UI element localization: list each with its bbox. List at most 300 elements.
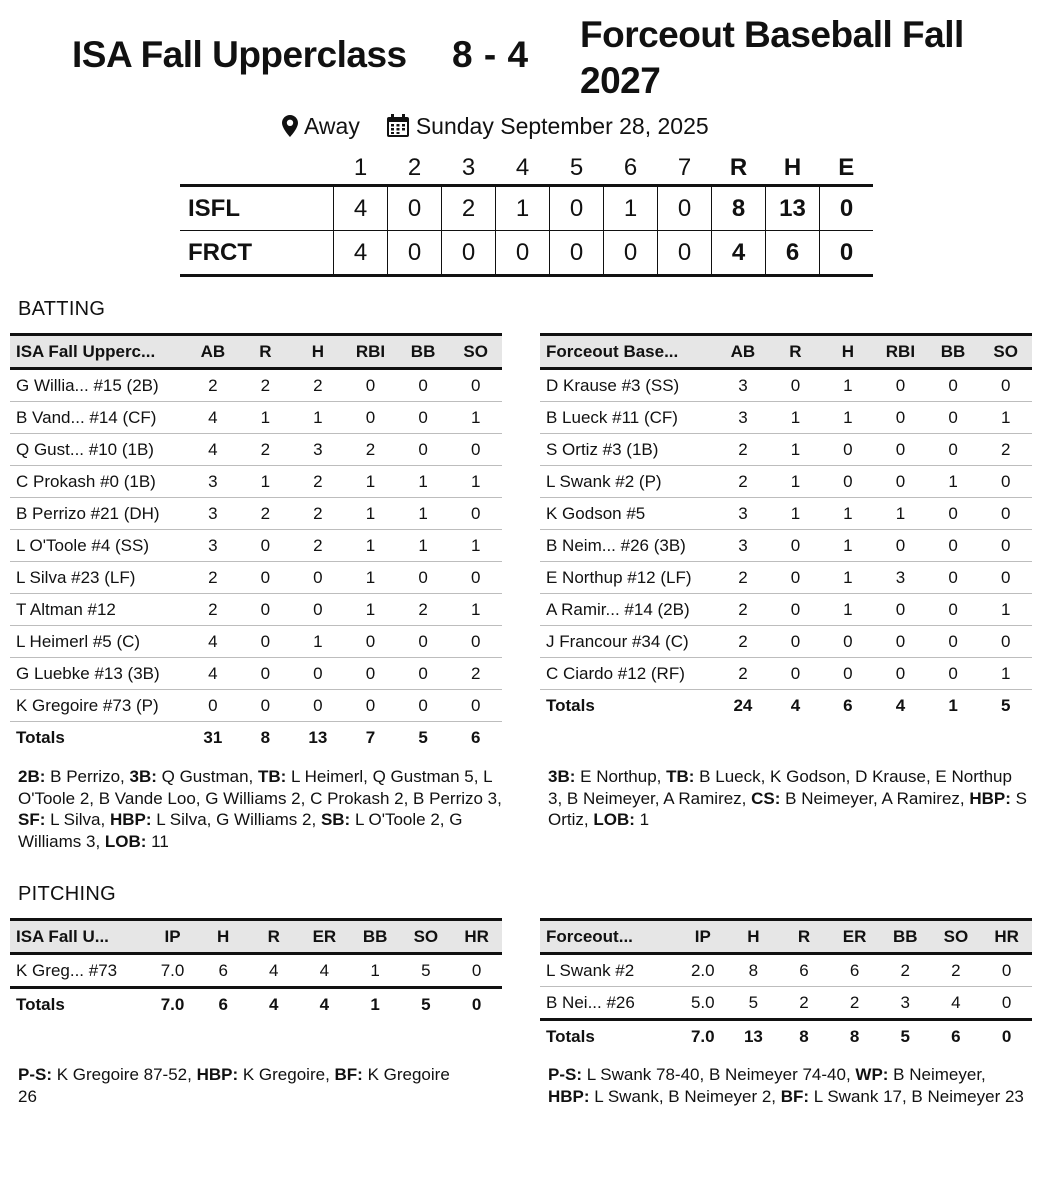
stat-cell: 0 [397,434,450,466]
totals-cell: 5 [418,727,428,747]
player-name: L Silva #23 (LF) [10,562,187,594]
column-header: R [779,920,830,954]
inning-header: 2 [388,152,442,186]
inning-score: 2 [442,186,496,231]
stat-cell: 2 [717,434,770,466]
stat-cell: 0 [874,402,927,434]
column-header: Forceout... [540,920,677,954]
totals-cell: 5 [880,1020,931,1053]
away-pitching-notes [548,1064,1028,1107]
stat-cell: 0 [292,594,345,626]
player-name: S Ortiz #3 (1B) [540,434,717,466]
player-name: T Altman #12 [10,594,187,626]
home-batting-notes [18,766,508,852]
note-value: B Lueck, K Godson, D Krause, E Northup 3, B Neimeyer, A Ramirez, [548,767,1012,808]
inning-score: 4 [334,231,388,276]
totals-cell: 24 [733,695,753,715]
column-header: RBI [344,335,397,369]
away-batting-table [540,333,1032,721]
stat-cell: 1 [822,369,874,402]
stat-cell: 1 [239,466,291,498]
note-key: HBP: [109,810,152,829]
inning-header: 6 [604,152,658,186]
stat-cell: 5 [400,954,451,988]
stat-cell: 1 [769,466,821,498]
inning-score: 0 [658,186,712,231]
player-name: D Krause #3 (SS) [540,369,717,402]
player-name: K Godson #5 [540,498,717,530]
stat-cell: 0 [397,402,450,434]
note-value: K Gregoire 26 [18,1065,450,1106]
stat-cell: 3 [292,434,345,466]
inning-score: 0 [550,231,604,276]
away-pitching-table [540,918,1032,1052]
location-text: Away [304,112,360,139]
stat-cell: 0 [344,402,397,434]
totals-cell: 8 [779,1020,830,1053]
column-header: RBI [874,335,927,369]
column-header: SO [400,920,451,954]
header-row [10,920,502,954]
stat-cell: 0 [769,594,821,626]
note-key: 3B: [129,767,157,786]
inning-header: 7 [658,152,712,186]
stat-cell: 0 [344,690,397,722]
stat-cell: 0 [927,530,980,562]
column-header: H [822,335,874,369]
stat-cell: 1 [822,562,874,594]
totals-cell: 6 [843,695,853,715]
stat-cell: 0 [397,658,450,690]
stat-cell: 0 [187,690,240,722]
player-row [540,530,1032,562]
note-value: K Gregoire, [238,1065,335,1084]
stat-cell: 2 [239,434,291,466]
stat-cell: 0 [239,690,291,722]
stat-cell: 3 [187,530,240,562]
player-row [540,466,1032,498]
stat-cell: 0 [239,594,291,626]
stat-cell: 0 [239,562,291,594]
player-row [10,594,502,626]
totals-cell: 0 [451,988,502,1021]
runs-total: 8 [712,186,766,231]
totals-cell: 4 [790,695,801,715]
note-key: BF: [780,1086,810,1106]
runs-header: R [712,152,766,186]
stat-cell: 6 [779,954,830,987]
hits-header: H [766,152,820,186]
stat-cell: 6 [198,954,249,988]
inning-score: 0 [496,231,550,276]
linescore-row [180,186,873,231]
stat-cell: 0 [927,434,980,466]
totals-cell: 4 [299,988,350,1021]
stat-cell: 1 [344,562,397,594]
player-row [540,562,1032,594]
player-name: A Ramir... #14 (2B) [540,594,717,626]
team-abbr: FRCT [180,231,334,276]
inning-score: 0 [388,231,442,276]
column-header: SO [931,920,982,954]
totals-row [10,722,502,754]
stat-cell: 0 [769,626,821,658]
inning-score: 0 [442,231,496,276]
stat-cell: 1 [449,466,502,498]
player-name: C Ciardo #12 (RF) [540,658,717,690]
stat-cell: 4 [931,987,982,1020]
totals-cell: 4 [248,988,299,1021]
stat-cell: 0 [927,498,980,530]
stat-cell: 3 [880,987,931,1020]
player-name: L Swank #2 [540,954,677,987]
stat-cell: 1 [979,402,1032,434]
stat-cell: 1 [397,466,450,498]
stat-cell: 0 [344,658,397,690]
stat-cell: 0 [822,626,874,658]
player-name: G Luebke #13 (3B) [10,658,187,690]
column-header: HR [981,920,1032,954]
stat-cell: 0 [449,498,502,530]
totals-cell: 8 [260,727,271,747]
totals-row [540,1020,1032,1053]
stat-cell: 0 [979,498,1032,530]
inning-header: 3 [442,152,496,186]
totals-cell: 6 [198,988,249,1021]
stat-cell: 2 [717,658,770,690]
stat-cell: 0 [449,690,502,722]
stat-cell: 3 [717,402,770,434]
stat-cell: 3 [717,498,770,530]
column-header: ER [299,920,350,954]
stat-cell: 0 [239,530,291,562]
inning-score: 0 [604,231,658,276]
stat-cell: 5 [728,987,779,1020]
stat-cell: 2 [397,594,450,626]
totals-cell: 7.0 [147,988,198,1021]
note-key: LOB: [104,831,147,851]
player-name: B Neim... #26 (3B) [540,530,717,562]
stat-cell: 0 [874,369,927,402]
stat-cell: 1 [449,594,502,626]
column-header: R [239,335,291,369]
stat-cell: 4 [248,954,299,988]
player-name: B Perrizo #21 (DH) [10,498,187,530]
stat-cell: 1 [397,530,450,562]
stat-cell: 2 [717,594,770,626]
player-row [10,402,502,434]
player-row [10,562,502,594]
stat-cell: 2.0 [677,954,728,987]
stat-cell: 0 [874,626,927,658]
totals-row [10,988,502,1021]
stat-cell: 1 [344,498,397,530]
stat-cell: 1 [927,466,980,498]
note-value: 11 [146,831,169,851]
pitcher-row [10,954,502,988]
player-row [540,402,1032,434]
stat-cell: 0 [927,402,980,434]
inning-score: 0 [388,186,442,231]
stat-cell: 0 [874,434,927,466]
stat-cell: 0 [344,626,397,658]
stat-cell: 0 [397,626,450,658]
player-row [540,369,1032,402]
note-value: E Northup, [575,767,667,786]
totals-label: Totals [10,988,147,1021]
stat-cell: 0 [981,987,1032,1020]
column-header: ER [829,920,880,954]
totals-cell: 1 [350,988,401,1021]
note-key: P-S: [548,1065,582,1084]
stat-cell: 0 [822,466,874,498]
stat-cell: 1 [979,658,1032,690]
totals-cell: 13 [728,1020,779,1053]
stat-cell: 0 [769,530,821,562]
stat-cell: 1 [239,402,291,434]
note-value: L O'Toole 2, G Williams 3, [18,810,463,851]
stat-cell: 2 [344,434,397,466]
player-row [10,530,502,562]
stat-cell: 1 [344,594,397,626]
stat-cell: 2 [239,498,291,530]
linescore-row [180,231,873,276]
final-score: 8 - 4 [452,34,529,75]
stat-cell: 0 [769,658,821,690]
inning-score: 0 [550,186,604,231]
stat-cell: 4 [187,434,240,466]
header-row [540,335,1032,369]
player-row [540,434,1032,466]
column-header: H [292,335,345,369]
stat-cell: 2 [187,369,240,402]
inning-header: 4 [496,152,550,186]
stat-cell: 1 [979,594,1032,626]
stat-cell: 0 [979,466,1032,498]
date-text: Sunday September 28, 2025 [415,112,709,139]
totals-label: Totals [540,1020,677,1053]
stat-cell: 4 [187,626,240,658]
stat-cell: 0 [239,658,291,690]
stat-cell: 0 [397,690,450,722]
linescore-table [180,152,873,277]
player-row [540,658,1032,690]
column-header: IP [677,920,728,954]
note-key: SB: [320,810,351,829]
stat-cell: 0 [397,562,450,594]
stat-cell: 0 [927,594,980,626]
stat-cell: 1 [822,402,874,434]
note-value: L Swank 78-40, B Neimeyer 74-40, [582,1065,856,1084]
away-team-name: Forceout Baseball Fall 2027 [580,14,964,101]
stat-cell: 0 [449,626,502,658]
stat-cell: 0 [927,369,980,402]
column-header: SO [979,335,1032,369]
note-value: K Gregoire 87-52, [52,1065,197,1084]
errors-header: E [820,152,874,186]
note-value: L Swank 17, B Neimeyer 23 [809,1086,1024,1106]
stat-cell: 7.0 [147,954,198,988]
inning-score: 4 [334,186,388,231]
stat-cell: 0 [822,434,874,466]
note-value: B Neimeyer, A Ramirez, [780,788,970,808]
stat-cell: 4 [187,658,240,690]
player-name: B Lueck #11 (CF) [540,402,717,434]
note-value: B Perrizo, [45,767,130,786]
stat-cell: 1 [449,530,502,562]
player-name: B Vand... #14 (CF) [10,402,187,434]
stat-cell: 1 [822,498,874,530]
player-row [540,498,1032,530]
stat-cell: 2 [829,987,880,1020]
note-key: SF: [18,810,46,829]
totals-cell: 6 [470,727,481,747]
home-batting-table [10,333,502,753]
totals-cell: 6 [931,1020,982,1053]
totals-label: Totals [546,695,595,715]
stat-cell: 0 [979,626,1032,658]
note-key: WP: [855,1065,889,1084]
stat-cell: 3 [717,369,770,402]
note-key: HBP: [969,788,1011,808]
stat-cell: 5.0 [677,987,728,1020]
stat-cell: 1 [344,466,397,498]
stat-cell: 2 [292,466,345,498]
player-row [10,626,502,658]
game-header [0,0,1057,110]
player-row [10,434,502,466]
home-team-name: ISA Fall Upperclass [72,34,407,75]
stat-cell: 2 [187,562,240,594]
note-value: L Silva, [45,810,110,829]
pitching-section-title: PITCHING [18,883,116,905]
stat-cell: 3 [874,562,927,594]
inning-header: 5 [550,152,604,186]
stat-cell: 3 [187,498,240,530]
column-header: ISA Fall U... [10,920,147,954]
column-header: R [248,920,299,954]
stat-cell: 0 [292,562,345,594]
column-header: Forceout Base... [540,335,717,369]
player-row [10,498,502,530]
note-key: HBP: [196,1065,239,1084]
note-key: LOB: [593,810,635,829]
note-value: B Neimeyer, [888,1065,986,1084]
stat-cell: 6 [829,954,880,987]
player-name: J Francour #34 (C) [540,626,717,658]
stat-cell: 4 [187,402,240,434]
stat-cell: 1 [769,402,821,434]
stat-cell: 2 [717,562,770,594]
header-row [10,335,502,369]
stat-cell: 0 [927,658,980,690]
inning-score: 0 [658,231,712,276]
player-name: E Northup #12 (LF) [540,562,717,594]
column-header: ISA Fall Upperc... [10,335,187,369]
stat-cell: 2 [931,954,982,987]
note-key: TB: [666,767,695,786]
home-pitching-notes [18,1064,468,1107]
game-meta [282,110,709,142]
pitcher-row [540,987,1032,1020]
totals-cell: 7.0 [677,1020,728,1053]
note-key: TB: [258,767,287,786]
stat-cell: 2 [292,498,345,530]
column-header: IP [147,920,198,954]
player-row [10,369,502,402]
stat-cell: 2 [292,369,345,402]
player-row [540,594,1032,626]
batting-section-title: BATTING [18,298,106,320]
note-value: S Ortiz, [548,788,1027,829]
player-name: K Greg... #73 [10,954,147,988]
inning-header: 1 [334,152,388,186]
note-value: L Heimerl, Q Gustman 5, L O'Toole 2, B Vande Loo, G Williams 2, C Prokash 2, B Perrizo 3, [18,767,502,808]
stat-cell: 0 [979,369,1032,402]
stat-cell: 0 [979,562,1032,594]
stat-cell: 0 [292,690,345,722]
stat-cell: 2 [880,954,931,987]
player-name: Q Gust... #10 (1B) [10,434,187,466]
stat-cell: 1 [449,402,502,434]
stat-cell: 1 [292,402,345,434]
stat-cell: 0 [874,658,927,690]
column-header: HR [451,920,502,954]
note-value: L Swank, B Neimeyer 2, [589,1086,781,1106]
note-key: HBP: [548,1086,590,1106]
inning-score: 1 [496,186,550,231]
player-name: L Heimerl #5 (C) [10,626,187,658]
totals-cell: 31 [203,727,223,747]
stat-cell: 1 [874,498,927,530]
stat-cell: 1 [769,498,821,530]
totals-row [540,690,1032,722]
stat-cell: 4 [299,954,350,988]
stat-cell: 3 [187,466,240,498]
totals-cell: 13 [308,727,328,747]
stat-cell: 1 [822,530,874,562]
stat-cell: 2 [292,530,345,562]
stat-cell: 1 [344,530,397,562]
player-name: C Prokash #0 (1B) [10,466,187,498]
column-header: BB [927,335,980,369]
note-key: 2B: [18,767,46,786]
note-key: P-S: [18,1065,52,1084]
totals-cell: 7 [365,727,376,747]
errors-total: 0 [820,186,874,231]
stat-cell: 8 [728,954,779,987]
pitcher-row [540,954,1032,987]
errors-total: 0 [820,231,874,276]
totals-cell: 0 [981,1020,1032,1053]
stat-cell: 1 [397,498,450,530]
stat-cell: 0 [769,369,821,402]
map-pin-icon [282,115,298,137]
stat-cell: 0 [449,562,502,594]
inning-score: 1 [604,186,658,231]
totals-label: Totals [16,727,65,747]
runs-total: 4 [712,231,766,276]
stat-cell: 1 [292,626,345,658]
note-value: Q Gustman, [156,767,258,786]
player-row [10,690,502,722]
note-key: BF: [334,1065,363,1084]
player-row [10,658,502,690]
totals-cell: 8 [829,1020,880,1053]
stat-cell: 0 [769,562,821,594]
stat-cell: 0 [927,562,980,594]
stat-cell: 2 [717,466,770,498]
